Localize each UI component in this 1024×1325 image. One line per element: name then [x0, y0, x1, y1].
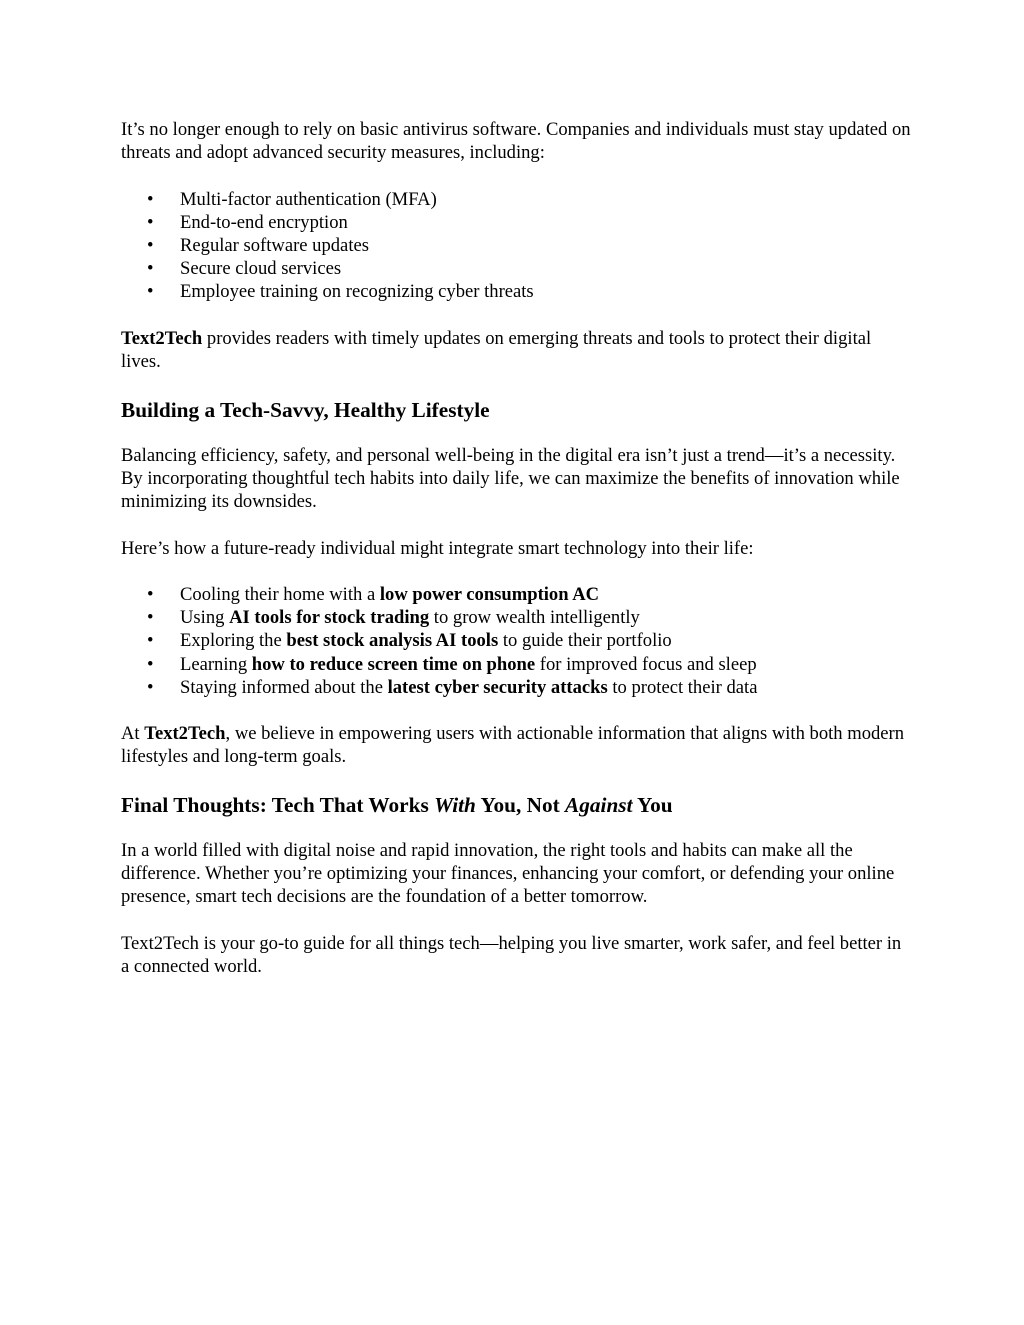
intro-paragraph: It’s no longer enough to rely on basic antivirus software. Companies and individuals must stay updated on threats and adopt advanced security measures, including: [121, 119, 911, 164]
list-item: • Exploring the best stock analysis AI tools to guide their portfolio [147, 630, 672, 652]
lifestyle-intro-paragraph: Here’s how a future-ready individual might integrate smart technology into their life: [121, 537, 754, 559]
link-cyber-security-attacks[interactable]: latest cyber security attacks [387, 676, 608, 698]
bullet-icon: • [147, 607, 154, 629]
list-item: • Regular software updates [147, 235, 369, 256]
final-thoughts-heading: Final Thoughts: Tech That Works With You, Not Against You [121, 793, 673, 817]
lifestyle-paragraph: Balancing efficiency, safety, and personal well-being in the digital era isn’t just a trend—it’s a necessity. By incorporating thoughtful tech habits into daily life, we can maximize the benefits of innovation while minimizing its downsides. [121, 444, 900, 513]
bullet-icon: • [147, 583, 154, 605]
list-item: • Multi-factor authentication (MFA) [147, 188, 437, 210]
list-item: • Staying informed about the latest cyber security attacks to protect their data [147, 676, 758, 698]
link-ai-stock-trading[interactable]: AI tools for stock trading [229, 607, 430, 629]
list-item: • Secure cloud services [147, 258, 342, 280]
link-reduce-screen-time[interactable]: how to reduce screen time on phone [251, 653, 536, 675]
lifestyle-closing-paragraph: At Text2Tech, we believe in empowering users with actionable information that aligns with both modern lifestyles and long-term goals. [121, 723, 905, 768]
list-item: • Learning how to reduce screen time on phone for improved focus and sleep [147, 653, 757, 675]
link-low-power-ac[interactable]: low power consumption AC [379, 583, 600, 605]
list-item: • End-to-end encryption [147, 211, 348, 233]
bullet-icon: • [147, 653, 154, 675]
bullet-icon: • [147, 211, 154, 233]
bullet-icon: • [147, 235, 154, 256]
text2tech-paragraph: Text2Tech provides readers with timely updates on emerging threats and tools to protect their digital lives. [121, 327, 872, 372]
final-paragraph: In a world filled with digital noise and rapid innovation, the right tools and habits can make all the difference. Whether you’re optimizing your finances, enhancing your comfort, or defending your online presence, smart tech decisions are the foundation of a better tomorrow. [121, 840, 895, 908]
bullet-icon: • [147, 676, 154, 698]
bullet-icon: • [147, 630, 154, 652]
list-item: • Employee training on recognizing cyber threats [147, 281, 534, 303]
list-item: • Using AI tools for stock trading to grow wealth intelligently [147, 607, 640, 629]
bullet-icon: • [147, 281, 154, 303]
brand-name: Text2Tech [121, 327, 203, 349]
list-item: • Cooling their home with a low power consumption AC [147, 583, 600, 605]
bullet-icon: • [147, 188, 154, 210]
smart-tech-list [121, 583, 911, 699]
brand-name: Text2Tech [144, 723, 226, 745]
final-closing-paragraph: Text2Tech is your go-to guide for all things tech—helping you live smarter, work safer, and feel better in a connected world. [121, 932, 902, 977]
lifestyle-heading: Building a Tech-Savvy, Healthy Lifestyle [121, 397, 490, 422]
security-measures-list [121, 188, 911, 304]
link-stock-analysis-ai[interactable]: best stock analysis AI tools [286, 630, 499, 652]
document-page [121, 118, 911, 978]
bullet-icon: • [147, 258, 154, 280]
